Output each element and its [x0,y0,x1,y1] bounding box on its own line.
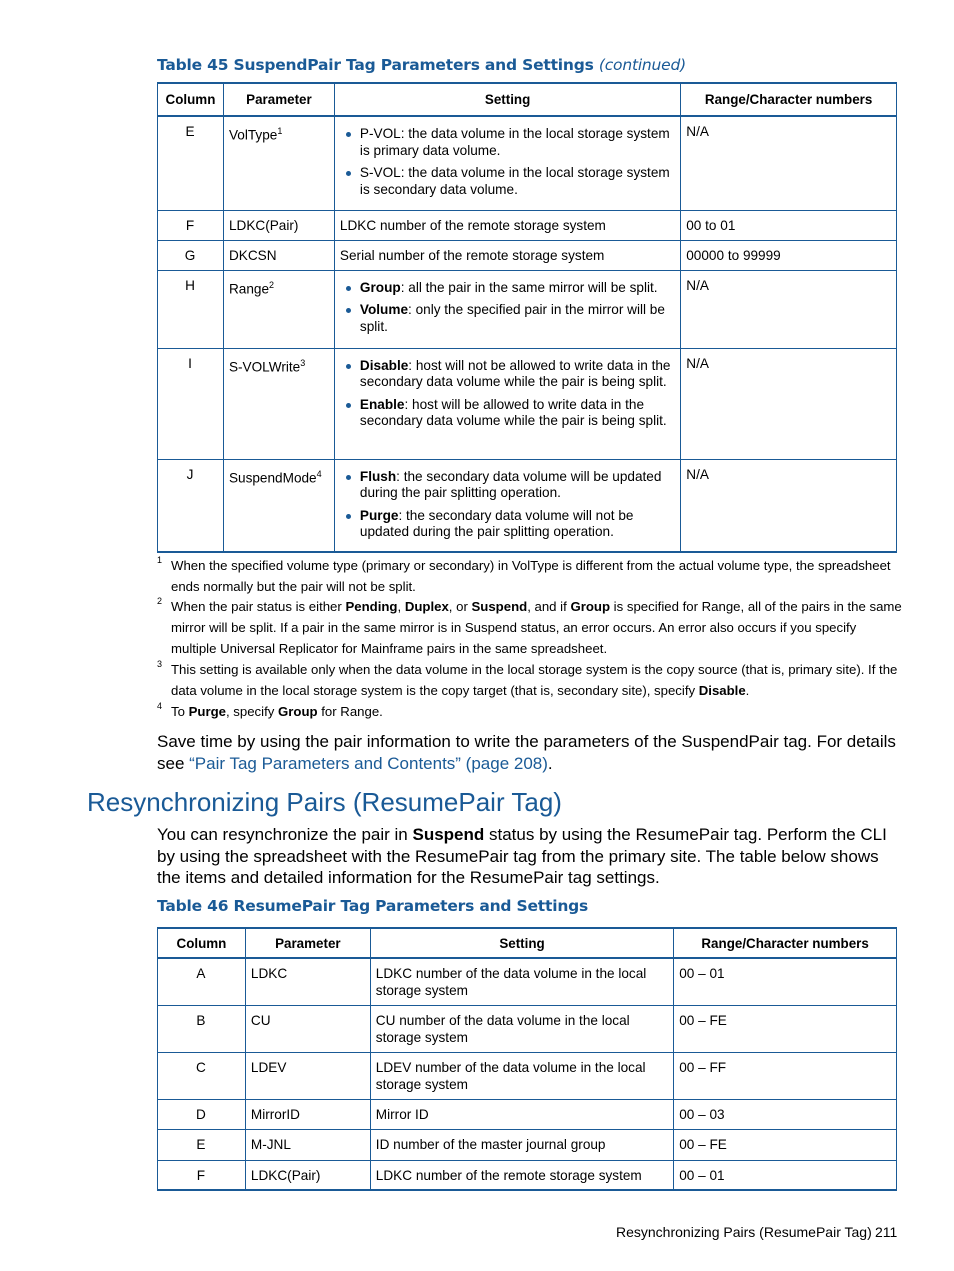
column-letter: F [185,217,195,233]
table-45-header: Column [158,83,224,116]
range-value-cell [674,1052,897,1099]
range-value-cell [674,958,897,1005]
setting-cell [334,348,680,459]
parameter [224,241,334,264]
setting-text: LDKC number of the data volume in the local storage system [375,966,647,998]
setting-description: : only the specified pair in the mirror will be split. [359,302,665,334]
setting-list-item [360,358,674,391]
range-value: N/A [686,124,709,139]
setting [335,349,680,430]
setting-text-cell [370,1160,673,1190]
range-value: 00 – FF [679,1059,727,1075]
parameter-name: LDEV [250,1059,287,1075]
parameter-name-cell [245,1129,370,1160]
parameter-cell [223,348,334,459]
column-letter-cell [158,958,246,1005]
parameter-name: Range [228,281,270,297]
range-value: N/A [686,277,709,293]
parameter [224,271,334,298]
table-45 [157,82,897,553]
column-letter-cell [158,1052,246,1099]
setting-text: ID number of the master journal group [375,1136,606,1152]
footnote-fragment: , [397,599,405,614]
footnote-fragment: , or [448,599,472,614]
footnote-term: Duplex [404,599,449,614]
parameter-name-cell [245,1005,370,1052]
paragraph-end: . [547,753,553,773]
footnote-text [157,555,902,597]
range-value: 00 – 01 [679,966,725,981]
setting-term: Purge [359,507,399,523]
setting-description: P-VOL: the data volume in the local storage system is primary data volume. [359,126,670,158]
range-value: 00 – 01 [679,1167,725,1183]
setting-text-cell [370,1099,673,1129]
setting-cell [334,116,680,210]
setting-description: : all the pair in the same mirror will be split. [400,279,658,295]
page-number: 211 [875,1224,898,1240]
column-letter: J [186,466,194,482]
column-letter-cell [158,1129,246,1160]
table-46-header: Column [158,928,246,958]
parameter-cell [223,270,334,348]
range-value-cell [674,1129,897,1160]
column-letter: D [196,1106,206,1122]
footnote-text [157,596,902,659]
setting-term: Disable [359,357,409,373]
parameter-name-cell [245,1099,370,1129]
parameter [224,349,334,376]
table-45-header: Setting [334,83,680,116]
parameter-name: VolType [228,127,278,143]
footer-section-title: Resynchronizing Pairs (ResumePair Tag) [616,1224,872,1240]
table-46-header: Setting [370,928,673,958]
section-heading: Resynchronizing Pairs (ResumePair Tag) [87,787,562,817]
setting-text: Mirror ID [375,1106,429,1122]
setting-text: Serial number of the remote storage system [339,247,605,263]
setting-text-cell [370,958,673,1005]
column-letter-cell [158,1005,246,1052]
footnote [157,659,902,701]
footnote [157,701,902,722]
footnote-number: 3 [157,659,163,669]
setting-term: Enable [359,396,405,412]
setting-list-item [360,126,674,159]
setting-term: Group [359,279,401,295]
parameter-cell [223,240,334,270]
page-208-link[interactable]: “Pair Tag Parameters and Contents” (page 208) [189,753,548,773]
table-45-header: Range/Character numbers [681,83,897,116]
setting-list [340,280,674,336]
table-row [158,348,897,459]
table-row [158,1052,897,1099]
column-cell [158,459,224,552]
setting-list-item [360,397,674,430]
setting-text-cell [370,1052,673,1099]
parameter [224,460,334,487]
range-value-cell [674,1099,897,1129]
parameter-name: M-JNL [250,1136,291,1152]
setting-cell [334,459,680,552]
setting-text-cell [370,1005,673,1052]
setting-cell [334,210,680,240]
column-cell [158,270,224,348]
footnote [157,555,902,597]
setting-list-item [360,280,674,297]
footnote-fragment: . [745,683,750,698]
setting [335,241,680,264]
section-paragraph-start: You can resynchronize the pair in [157,825,413,844]
setting-term: Volume [359,302,409,317]
parameter-name: CU [250,1012,271,1028]
setting-description: : host will be allowed to write data in the secondary data volume while the pair is being split. [359,396,667,428]
paragraph-text: Save time by using the pair information to write the parameters of the SuspendPair tag. For details see [157,732,896,773]
column-cell [158,240,224,270]
footnote-fragment: When the specified volume type (primary or secondary) in VolType is different from the actual volume type, the spreadsheet ends normally but the pair will not be split. [171,558,891,594]
table-row [158,240,897,270]
column-letter: I [188,355,192,371]
column-cell [158,116,224,210]
setting [335,271,680,336]
range-cell [681,459,897,552]
setting-cell [334,240,680,270]
table-45-caption [157,56,686,74]
setting-list [340,358,674,430]
table-row [158,1005,897,1052]
footnote-ref: 4 [316,468,322,479]
table-row [158,1129,897,1160]
setting-list-item [360,469,674,502]
footnote-ref: 2 [269,279,275,290]
column-letter-cell [158,1160,246,1190]
column-cell [158,348,224,459]
setting-text: LDKC number of the remote storage system [375,1167,642,1183]
range-value: 00 – 03 [679,1106,725,1122]
footnote-term: Group [278,704,318,719]
footnote-number: 4 [157,701,163,711]
parameter [224,211,334,234]
column-letter: H [185,277,195,293]
setting-list-item [360,508,674,541]
parameter-name: LDKC(Pair) [228,217,299,233]
parameter-name: S-VOLWrite [228,359,301,375]
table-row [158,116,897,210]
footnote-fragment: , and if [527,599,571,614]
setting [335,117,680,198]
table-46-header: Parameter [245,928,370,958]
footnote-term: Group [570,599,611,614]
setting-list-item [360,302,674,335]
parameter-cell [223,116,334,210]
column-letter: C [196,1059,206,1075]
footnote-fragment: When the pair status is either [171,599,346,614]
footnote-term: Disable [698,683,746,698]
range-value-cell [674,1005,897,1052]
footnote-fragment: To [171,704,189,719]
range-cell [681,348,897,459]
table-46 [157,927,897,1191]
range-value: N/A [686,355,709,371]
footnote-fragment: for Range. [317,704,383,719]
setting-cell [334,270,680,348]
setting-term: Flush [359,468,397,484]
footnote-ref: 3 [300,357,306,368]
setting-description: : the secondary data volume will be updated during the pair splitting operation. [359,468,662,500]
table-46-header: Range/Character numbers [674,928,897,958]
range-cell [681,270,897,348]
setting-list [340,469,674,541]
table-row [158,459,897,552]
range-value: 00 – FE [679,1012,727,1028]
paragraph-details [157,731,902,774]
table-45-header-row [158,83,897,116]
setting-text: LDKC number of the remote storage system [339,217,606,233]
footnote-text [157,701,902,722]
suspend-term: Suspend [412,825,485,844]
column-letter: F [196,1167,206,1183]
footnote-term: Suspend [471,599,528,614]
setting-list-item [360,165,674,198]
table-row [158,270,897,348]
setting [335,460,680,541]
column-letter: G [184,247,196,263]
parameter-name: LDKC(Pair) [250,1167,321,1183]
footnote-fragment: is specified for Range, all of the pairs in the same mirror will be split. If a pair in the same mirror is in Suspend status, an error occurs. An error also occurs if you specify multiple Universal Replicator for Mainframe pairs in the same spreadsheet. [171,599,902,656]
range-value: N/A [686,466,709,482]
range-cell [681,116,897,210]
table-row [158,958,897,1005]
footnote [157,596,902,659]
table-row [158,210,897,240]
parameter-name-cell [245,958,370,1005]
footnote-number: 2 [157,596,163,606]
section-paragraph [157,824,902,889]
column-letter-cell [158,1099,246,1129]
footnote-term: Pending [345,599,398,614]
range-value: 00 – FE [679,1136,727,1152]
setting-text: CU number of the data volume in the local storage system [375,1012,630,1045]
footnote-term: Purge [188,704,226,719]
setting-description: : host will not be allowed to write data in the secondary data volume while the pair is being split. [359,357,671,389]
range-value: 00 to 01 [686,217,736,233]
column-letter: B [196,1012,206,1028]
table-45-title: Table 45 SuspendPair Tag Parameters and Settings [157,56,594,74]
parameter-name: SuspendMode [228,470,317,486]
parameter-name-cell [245,1160,370,1190]
table-46-header-row [158,928,897,958]
table-row [158,1160,897,1190]
column-letter: E [185,124,195,139]
footnote-fragment: , specify [225,704,279,719]
table-row [158,1099,897,1129]
setting-list [340,126,674,198]
parameter-cell [223,210,334,240]
setting-description: S-VOL: the data volume in the local storage system is secondary data volume. [359,165,670,197]
section-paragraph-rest: status by using the ResumePair tag. Perform the CLI by using the spreadsheet with the ResumePair tag from the primary site. The table below shows the items and detailed information for the ResumePair tag settings. [157,825,887,887]
parameter-name: MirrorID [250,1106,300,1122]
range-value: 00000 to 99999 [686,247,781,263]
setting-text: LDEV number of the data volume in the local storage system [375,1059,646,1092]
setting-text-cell [370,1129,673,1160]
setting-description: : the secondary data volume will not be updated during the pair splitting operation. [359,507,634,539]
range-value-cell [674,1160,897,1190]
column-cell [158,210,224,240]
footnote-number: 1 [157,555,163,565]
parameter [224,117,334,144]
footnote-ref: 1 [277,126,283,136]
table-46-caption: Table 46 ResumePair Tag Parameters and Settings [157,897,589,915]
column-letter: A [196,966,206,981]
footnote-text [157,659,902,701]
table-45-continued: (continued) [598,56,687,74]
column-letter: E [196,1136,206,1152]
footnote-fragment: This setting is available only when the data volume in the local storage system is the copy source (that is, primary site). If the data volume in the local storage system is the copy target (that is, secondary site), specify [171,662,898,698]
parameter-name-cell [245,1052,370,1099]
parameter-name: LDKC [250,966,288,981]
range-cell [681,210,897,240]
range-cell [681,240,897,270]
setting [335,211,680,234]
parameter-name: DKCSN [228,247,277,263]
parameter-cell [223,459,334,552]
table-45-header: Parameter [223,83,334,116]
